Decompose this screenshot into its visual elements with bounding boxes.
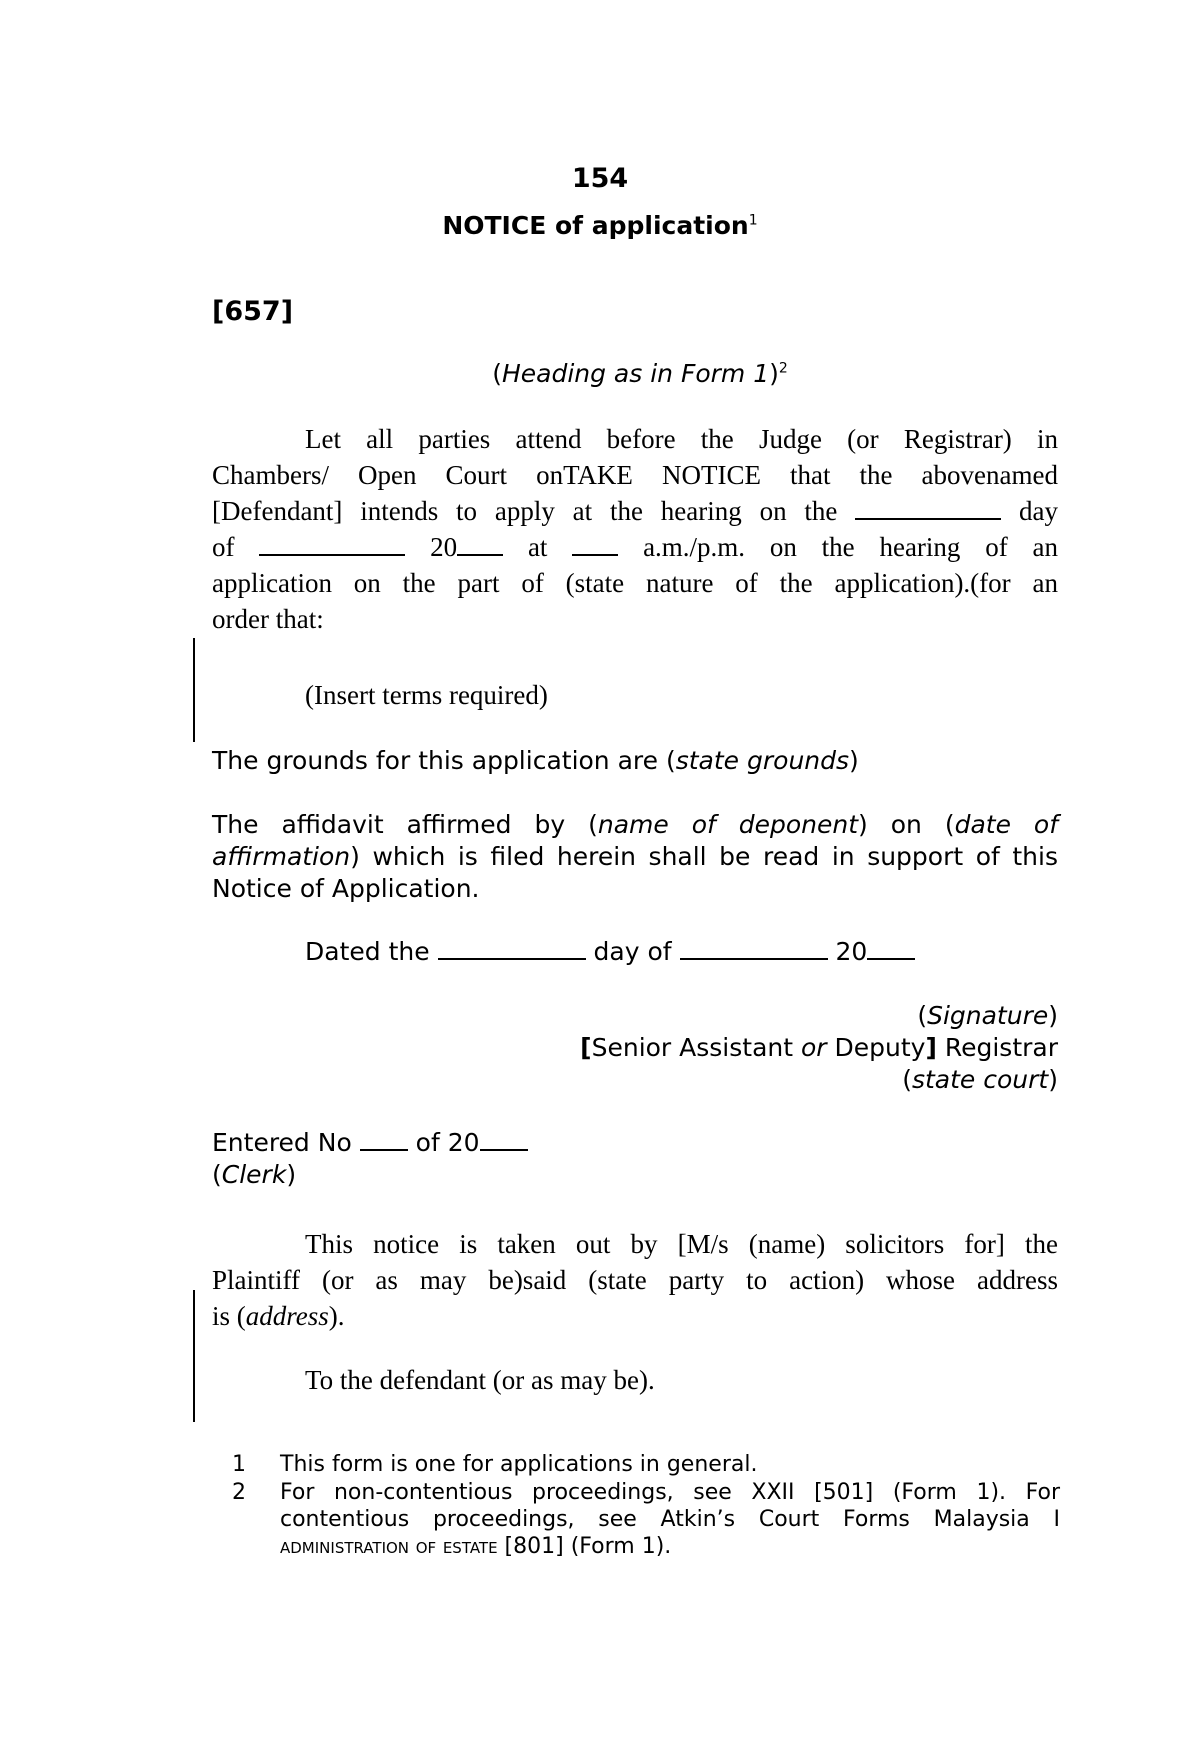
- heading-note-text: Heading as in Form 1: [501, 359, 770, 388]
- court-text: state court: [911, 1065, 1049, 1094]
- blank-month[interactable]: [259, 534, 405, 556]
- notice-end: ).: [328, 1301, 345, 1331]
- blank-entered-year[interactable]: [480, 1129, 528, 1151]
- blank-entered-no[interactable]: [360, 1129, 408, 1151]
- para1-line4: [212, 529, 1058, 565]
- registrar-open-bracket: [: [580, 1033, 592, 1062]
- insert-terms: (Insert terms required): [305, 680, 548, 710]
- footnote-2-number: 2: [232, 1480, 246, 1505]
- heading-footnote-ref: 2: [778, 360, 788, 377]
- notice-line2: Plaintiff (or as may be)said (state party to action) whose address: [212, 1265, 1058, 1295]
- para1-line3b: day: [1019, 496, 1059, 526]
- para1-line4d: a.m./p.m. on the hearing of an: [643, 532, 1059, 562]
- notice-line3: [212, 1298, 1058, 1334]
- affidavit-line3: Notice of Application.: [212, 874, 480, 903]
- affidavit-a1b: ) on (: [858, 810, 955, 839]
- grounds-suffix: ): [849, 746, 859, 775]
- clerk-text: Clerk: [221, 1160, 287, 1189]
- footnote-2-smallcaps: administration of estate: [280, 1534, 498, 1558]
- notice-paragraph: [212, 1226, 1058, 1334]
- affidavit-paragraph: [212, 809, 1058, 905]
- revision-bar-2: [193, 1290, 195, 1422]
- heading-note: (Heading as in Form 1)$^2$: [492, 359, 788, 388]
- entered-no: Entered No: [212, 1128, 352, 1157]
- registrar-title: Registrar: [936, 1033, 1058, 1062]
- page-title: [0, 211, 1200, 240]
- grounds-italic: state grounds: [675, 746, 850, 775]
- attendance-paragraph: [212, 421, 1058, 637]
- dated-day-of: day of: [593, 937, 672, 966]
- para1-line1: Let all parties attend before the Judge (or Registrar) in: [305, 424, 1058, 454]
- title-footnote-ref: 1: [748, 212, 758, 229]
- title-text: NOTICE of application: [442, 211, 749, 240]
- affidavit-line1: [212, 809, 1058, 841]
- blank-dated-month[interactable]: [680, 938, 828, 960]
- footnote-1-number: 1: [232, 1452, 246, 1477]
- para1-at: at: [527, 532, 548, 562]
- footnote-2-line3: [280, 1533, 1060, 1560]
- registrar-close-bracket: ]: [925, 1033, 937, 1062]
- grounds-prefix: The grounds for this application are (: [212, 746, 676, 775]
- signature-line: (Signature): [917, 1001, 1058, 1030]
- dated-year: 20: [835, 937, 868, 966]
- notice-address: address: [245, 1301, 329, 1331]
- notice-line1: This notice is taken out by [M/s (name) solicitors for] the: [305, 1229, 1058, 1259]
- dated-the: Dated the: [305, 937, 430, 966]
- blank-time[interactable]: [572, 534, 618, 556]
- affidavit-affirmation: affirmation: [212, 842, 351, 871]
- para1-year: 20: [430, 532, 458, 562]
- footnote-1-text: [280, 1451, 1060, 1478]
- para1-line6: order that:: [212, 604, 324, 634]
- signature-block: [580, 1000, 1058, 1096]
- footnotes: [0, 1451, 1200, 1571]
- registrar-deputy: Deputy: [826, 1033, 926, 1062]
- para1-line2: Chambers/ Open Court onTAKE NOTICE that the abovenamed: [212, 460, 1058, 490]
- footnote-2-line1: For non-contentious proceedings, see XXII [501] (Form 1). For: [280, 1480, 1060, 1505]
- footnote-1-line1: This form is one for applications in general.: [280, 1452, 758, 1477]
- entered-of: of 20: [415, 1128, 480, 1157]
- blank-year[interactable]: [457, 534, 503, 556]
- footnote-2-line2: contentious proceedings, see Atkin’s Court Forms Malaysia I: [280, 1507, 1060, 1532]
- court-line: (state court): [902, 1065, 1058, 1094]
- grounds-line: [212, 746, 859, 775]
- blank-dated-day[interactable]: [438, 938, 586, 960]
- para1-of: of: [212, 532, 235, 562]
- registrar-senior: Senior Assistant: [591, 1033, 801, 1062]
- affidavit-date-of: date of: [954, 810, 1059, 839]
- entered-line: [212, 1127, 528, 1159]
- footnote-2-line3-end: [801] (Form 1).: [497, 1534, 672, 1559]
- registrar-line: [580, 1032, 1058, 1064]
- blank-dated-year[interactable]: [867, 938, 915, 960]
- clerk-line: (Clerk): [212, 1160, 297, 1189]
- affidavit-line2: [212, 841, 1058, 873]
- affidavit-a1: The affidavit affirmed by (: [212, 810, 598, 839]
- to-defendant: To the defendant (or as may be).: [305, 1365, 655, 1395]
- reference-number: [657]: [212, 296, 294, 327]
- blank-day[interactable]: [855, 498, 1001, 520]
- revision-bar: [193, 638, 195, 742]
- para1-line3a: [Defendant] intends to apply at the hearing on the: [212, 496, 838, 526]
- entered-block: [212, 1127, 528, 1191]
- dated-line: [305, 937, 915, 966]
- affidavit-a2: ) which is filed herein shall be read in support of this: [350, 842, 1058, 871]
- registrar-or: or: [801, 1033, 827, 1062]
- notice-is: is (: [212, 1301, 246, 1331]
- footnote-2-text: [280, 1479, 1060, 1560]
- para1-line5: application on the part of (state nature of the application).(for an: [212, 568, 1058, 598]
- affidavit-deponent: name of deponent: [597, 810, 859, 839]
- para1-line3: [212, 493, 1058, 529]
- signature-text: Signature: [927, 1001, 1049, 1030]
- form-number: 154: [571, 163, 629, 194]
